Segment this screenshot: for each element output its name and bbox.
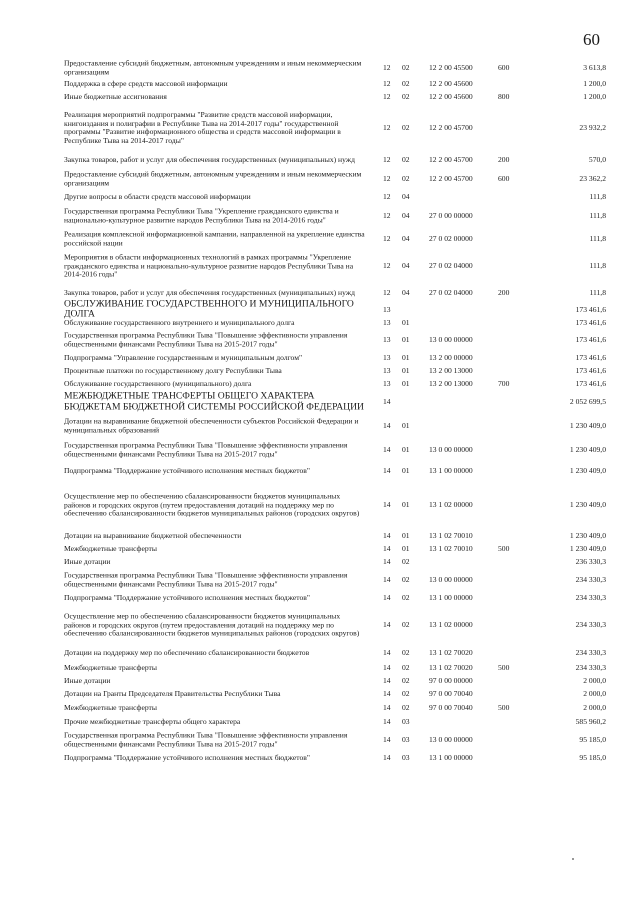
row-target-code: 27 0 02 00000 [429, 233, 473, 243]
row-name: Межбюджетные трансферты [64, 662, 157, 672]
row-subsection: 02 [402, 619, 410, 629]
row-expense-type: 200 [498, 154, 510, 164]
row-section: 14 [383, 499, 391, 509]
row-amount: 111,8 [589, 191, 606, 201]
table-row [0, 329, 640, 351]
row-name: ОБСЛУЖИВАНИЕ ГОСУДАРСТВЕННОГО И МУНИЦИПАЛЬНОГО ДОЛГА [64, 298, 354, 320]
row-name: Другие вопросы в области средств массовой информации [64, 191, 251, 201]
row-target-code: 13 1 00 00000 [429, 752, 473, 762]
row-section: 12 [383, 78, 391, 88]
row-name: Иные дотации [64, 556, 111, 566]
row-section: 12 [383, 62, 391, 72]
row-subsection: 01 [402, 543, 410, 553]
row-amount: 111,8 [589, 260, 606, 270]
row-subsection: 02 [402, 647, 410, 657]
row-amount: 173 461,6 [575, 365, 606, 375]
row-expense-type: 500 [498, 702, 510, 712]
row-subsection: 02 [402, 574, 410, 584]
row-name: Осуществление мер по обеспечению сбалансированности бюджетов муниципальных районов и городских округов (путем предоставления дотаций на поддержку мер по обеспечению сбалансированности бюджетов муниципальных районов (городских округов) [64, 611, 360, 638]
row-subsection: 04 [402, 233, 410, 243]
row-name: Иные бюджетные ассигнования [64, 91, 167, 101]
row-section: 14 [383, 675, 391, 685]
table-row [0, 555, 640, 569]
row-amount: 95 185,0 [579, 752, 606, 762]
row-expense-type: 800 [498, 91, 510, 101]
row-target-code: 13 2 00 00000 [429, 352, 473, 362]
table-row [0, 591, 640, 605]
row-target-code: 13 1 02 70020 [429, 662, 473, 672]
row-subsection: 01 [402, 317, 410, 327]
row-section: 12 [383, 287, 391, 297]
row-name: Дотации на поддержку мер по обеспечению сбалансированности бюджетов [64, 647, 310, 657]
table-row [0, 90, 640, 104]
table-row [0, 461, 640, 481]
table-row [0, 661, 640, 674]
row-amount: 234 330,3 [575, 574, 606, 584]
row-subsection: 04 [402, 260, 410, 270]
row-name: Иные дотации [64, 675, 111, 685]
row-target-code: 13 0 00 00000 [429, 574, 473, 584]
row-subsection: 04 [402, 287, 410, 297]
row-subsection: 02 [402, 78, 410, 88]
row-subsection: 03 [402, 734, 410, 744]
row-section: 14 [383, 752, 391, 762]
row-name: Государственная программа Республики Тыва "Повышение эффективности управления общественными финансами Республики Тыва на 2015-2017 годы" [64, 570, 348, 588]
row-target-code: 13 1 02 70010 [429, 543, 473, 553]
row-subsection: 01 [402, 420, 410, 430]
row-name: Процентные платежи по государственному долгу Республики Тыва [64, 365, 282, 375]
row-amount: 234 330,3 [575, 619, 606, 629]
row-section: 13 [383, 378, 391, 388]
row-section: 12 [383, 122, 391, 132]
row-subsection: 02 [402, 91, 410, 101]
table-row [0, 377, 640, 391]
row-subsection: 04 [402, 191, 410, 201]
row-target-code: 12 2 00 45700 [429, 122, 473, 132]
row-name: Подпрограмма "Поддержание устойчивого исполнения местных бюджетов" [64, 592, 310, 602]
row-section: 14 [383, 716, 391, 726]
row-name: Предоставление субсидий бюджетным, автономным учреждениям и иным некоммерческим организациям [64, 58, 362, 76]
row-subsection: 02 [402, 173, 410, 183]
row-section: 12 [383, 210, 391, 220]
row-section: 14 [383, 556, 391, 566]
row-expense-type: 500 [498, 662, 510, 672]
row-amount: 1 230 409,0 [569, 420, 606, 430]
row-name: Осуществление мер по обеспечению сбалансированности бюджетов муниципальных районов и городских округов (путем предоставления дотаций на поддержку мер по обеспечению сбалансированности бюджетов муниципальных районов (городских округов) [64, 491, 360, 518]
row-subsection: 02 [402, 688, 410, 698]
row-name: Подпрограмма "Поддержание устойчивого исполнения местных бюджетов" [64, 465, 310, 475]
row-target-code: 27 0 02 04000 [429, 260, 473, 270]
row-subsection: 04 [402, 210, 410, 220]
row-amount: 1 230 409,0 [569, 465, 606, 475]
table-row [0, 168, 640, 190]
row-name: Дотации на выравнивание бюджетной обеспеченности субъектов Российской Федерации и муниципальных образований [64, 416, 359, 434]
row-name: Подпрограмма "Управление государственным и муниципальным долгом" [64, 352, 303, 362]
row-amount: 111,8 [589, 233, 606, 243]
table-row [0, 687, 640, 701]
row-subsection: 01 [402, 499, 410, 509]
row-section: 13 [383, 352, 391, 362]
budget-table [0, 58, 640, 765]
row-amount: 23 932,2 [579, 122, 606, 132]
row-target-code: 12 2 00 45700 [429, 173, 473, 183]
row-subsection: 02 [402, 556, 410, 566]
table-row [0, 365, 640, 377]
row-target-code: 13 0 00 00000 [429, 334, 473, 344]
row-target-code: 27 0 00 00000 [429, 210, 473, 220]
table-row [0, 391, 640, 413]
table-row [0, 78, 640, 90]
row-subsection: 01 [402, 378, 410, 388]
table-row [0, 569, 640, 591]
row-amount: 585 960,2 [575, 716, 606, 726]
row-name: Обслуживание государственного (муниципального) долга [64, 378, 252, 388]
row-amount: 1 230 409,0 [569, 444, 606, 454]
table-row [0, 715, 640, 729]
row-amount: 173 461,6 [575, 334, 606, 344]
row-name: Прочие межбюджетные трансферты общего характера [64, 716, 241, 726]
row-section: 14 [383, 688, 391, 698]
row-section: 14 [383, 734, 391, 744]
table-row [0, 249, 640, 283]
row-name: Поддержка в сфере средств массовой информации [64, 78, 228, 88]
row-target-code: 13 1 02 70010 [429, 530, 473, 540]
row-section: 14 [383, 444, 391, 454]
row-amount: 570,0 [588, 154, 606, 164]
row-target-code: 13 1 00 00000 [429, 465, 473, 475]
table-row [0, 729, 640, 751]
row-target-code: 13 0 00 00000 [429, 734, 473, 744]
row-section: 14 [383, 543, 391, 553]
row-target-code: 13 2 00 13000 [429, 378, 473, 388]
table-row [0, 751, 640, 765]
row-amount: 2 000,0 [583, 688, 606, 698]
row-subsection: 01 [402, 334, 410, 344]
table-row [0, 529, 640, 543]
row-section: 12 [383, 233, 391, 243]
row-target-code: 13 1 02 00000 [429, 499, 473, 509]
row-section: 12 [383, 91, 391, 101]
row-expense-type: 600 [498, 62, 510, 72]
table-row [0, 481, 640, 529]
row-amount: 234 330,3 [575, 592, 606, 602]
row-subsection: 03 [402, 716, 410, 726]
table-row [0, 701, 640, 715]
row-amount: 111,8 [589, 210, 606, 220]
row-target-code: 13 1 02 70020 [429, 647, 473, 657]
row-amount: 1 230 409,0 [569, 543, 606, 553]
row-name: Реализация комплексной информационной кампании, направленной на укрепление единства российской нации [64, 229, 365, 247]
row-subsection: 02 [402, 122, 410, 132]
row-amount: 234 330,3 [575, 647, 606, 657]
row-section: 14 [383, 662, 391, 672]
row-subsection: 01 [402, 352, 410, 362]
row-amount: 111,8 [589, 287, 606, 297]
table-row [0, 229, 640, 249]
row-section: 13 [383, 365, 391, 375]
row-target-code: 12 2 00 45700 [429, 154, 473, 164]
table-row [0, 203, 640, 229]
row-target-code: 13 1 00 00000 [429, 592, 473, 602]
row-amount: 1 200,0 [583, 78, 606, 88]
row-section: 14 [383, 619, 391, 629]
row-amount: 23 362,2 [579, 173, 606, 183]
table-row [0, 298, 640, 320]
row-subsection: 02 [402, 62, 410, 72]
row-name: Реализация мероприятий подпрограммы "Развитие средств массовой информации, книгоиздания и полиграфии в Республике Тыва на 2014-2017 годы" государственной программы "Развитие информационного общества и средств массовой информации в Республике Тыва на 2014-2017 годы" [64, 110, 341, 145]
scan-speck [572, 858, 574, 860]
row-subsection: 03 [402, 752, 410, 762]
row-section: 13 [383, 317, 391, 327]
row-target-code: 13 2 00 13000 [429, 365, 473, 375]
row-amount: 1 200,0 [583, 91, 606, 101]
row-subsection: 02 [402, 675, 410, 685]
row-name: МЕЖБЮДЖЕТНЫЕ ТРАНСФЕРТЫ ОБЩЕГО ХАРАКТЕРА БЮДЖЕТАМ БЮДЖЕТНОЙ СИСТЕМЫ РОССИЙСКОЙ ФЕДЕРАЦИИ [64, 390, 364, 412]
row-section: 14 [383, 530, 391, 540]
table-row [0, 645, 640, 661]
table-row [0, 316, 640, 329]
row-section: 14 [383, 702, 391, 712]
page-number: 60 [583, 30, 600, 49]
row-name: Межбюджетные трансферты [64, 702, 157, 712]
row-section: 14 [383, 465, 391, 475]
row-amount: 236 330,3 [575, 556, 606, 566]
row-target-code: 12 2 00 45600 [429, 78, 473, 88]
table-row [0, 58, 640, 78]
row-subsection: 01 [402, 465, 410, 475]
row-name: Государственная программа Республики Тыва "Укрепление гражданского единства и национально-культурное развитие народов Республики Тыва на 2014-2016 годы" [64, 206, 339, 224]
row-amount: 95 185,0 [579, 734, 606, 744]
row-section: 14 [383, 396, 391, 406]
row-name: Государственная программа Республики Тыва "Повышение эффективности управления общественными финансами Республики Тыва на 2015-2017 годы" [64, 730, 348, 748]
row-subsection: 01 [402, 444, 410, 454]
row-target-code: 13 0 00 00000 [429, 444, 473, 454]
row-section: 12 [383, 154, 391, 164]
table-row [0, 605, 640, 645]
table-row [0, 543, 640, 555]
table-row [0, 351, 640, 365]
row-amount: 1 230 409,0 [569, 499, 606, 509]
row-subsection: 02 [402, 702, 410, 712]
row-section: 12 [383, 191, 391, 201]
row-amount: 234 330,3 [575, 662, 606, 672]
row-amount: 173 461,6 [575, 317, 606, 327]
row-amount: 2 000,0 [583, 702, 606, 712]
row-amount: 3 613,8 [583, 62, 606, 72]
row-target-code: 12 2 00 45600 [429, 91, 473, 101]
row-amount: 173 461,6 [575, 304, 606, 314]
row-expense-type: 600 [498, 173, 510, 183]
row-name: Дотации на Гранты Председателя Правительства Республики Тыва [64, 688, 281, 698]
row-expense-type: 200 [498, 287, 510, 297]
row-section: 12 [383, 260, 391, 270]
table-row [0, 413, 640, 439]
row-name: Закупка товаров, работ и услуг для обеспечения государственных (муниципальных) нужд [64, 287, 355, 297]
row-name: Подпрограмма "Поддержание устойчивого исполнения местных бюджетов" [64, 752, 310, 762]
row-target-code: 97 0 00 70040 [429, 688, 473, 698]
row-subsection: 02 [402, 154, 410, 164]
row-name: Государственная программа Республики Тыва "Повышение эффективности управления общественными финансами Республики Тыва на 2015-2017 годы" [64, 440, 348, 458]
row-target-code: 13 1 02 00000 [429, 619, 473, 629]
row-section: 14 [383, 420, 391, 430]
row-section: 14 [383, 647, 391, 657]
row-section: 13 [383, 304, 391, 314]
table-row [0, 190, 640, 203]
row-target-code: 12 2 00 45500 [429, 62, 473, 72]
row-amount: 173 461,6 [575, 352, 606, 362]
row-amount: 1 230 409,0 [569, 530, 606, 540]
row-subsection: 02 [402, 662, 410, 672]
row-section: 12 [383, 173, 391, 183]
table-row [0, 674, 640, 687]
row-amount: 173 461,6 [575, 378, 606, 388]
row-expense-type: 700 [498, 378, 510, 388]
row-name: Межбюджетные трансферты [64, 543, 157, 553]
row-target-code: 27 0 02 04000 [429, 287, 473, 297]
table-row [0, 104, 640, 152]
row-amount: 2 052 699,5 [569, 396, 606, 406]
row-name: Мероприятия в области информационных технологий в рамках программы "Укрепление гражданского единства и национально-культурное развитие народов Республики Тыва на 2014-2016 годы" [64, 252, 354, 279]
table-row [0, 439, 640, 461]
row-section: 13 [383, 334, 391, 344]
row-expense-type: 500 [498, 543, 510, 553]
row-target-code: 97 0 00 70040 [429, 702, 473, 712]
row-subsection: 02 [402, 592, 410, 602]
row-name: Дотации на выравнивание бюджетной обеспеченности [64, 530, 242, 540]
row-section: 14 [383, 592, 391, 602]
row-section: 14 [383, 574, 391, 584]
row-subsection: 01 [402, 530, 410, 540]
row-name: Государственная программа Республики Тыва "Повышение эффективности управления общественными финансами Республики Тыва на 2015-2017 годы" [64, 330, 348, 348]
row-target-code: 97 0 00 00000 [429, 675, 473, 685]
row-name: Предоставление субсидий бюджетным, автономным учреждениям и иным некоммерческим организациям [64, 169, 362, 187]
row-name: Закупка товаров, работ и услуг для обеспечения государственных (муниципальных) нужд [64, 154, 355, 164]
row-name: Обслуживание государственного внутреннего и муниципального долга [64, 317, 295, 327]
row-subsection: 01 [402, 365, 410, 375]
table-row [0, 152, 640, 168]
row-amount: 2 000,0 [583, 675, 606, 685]
